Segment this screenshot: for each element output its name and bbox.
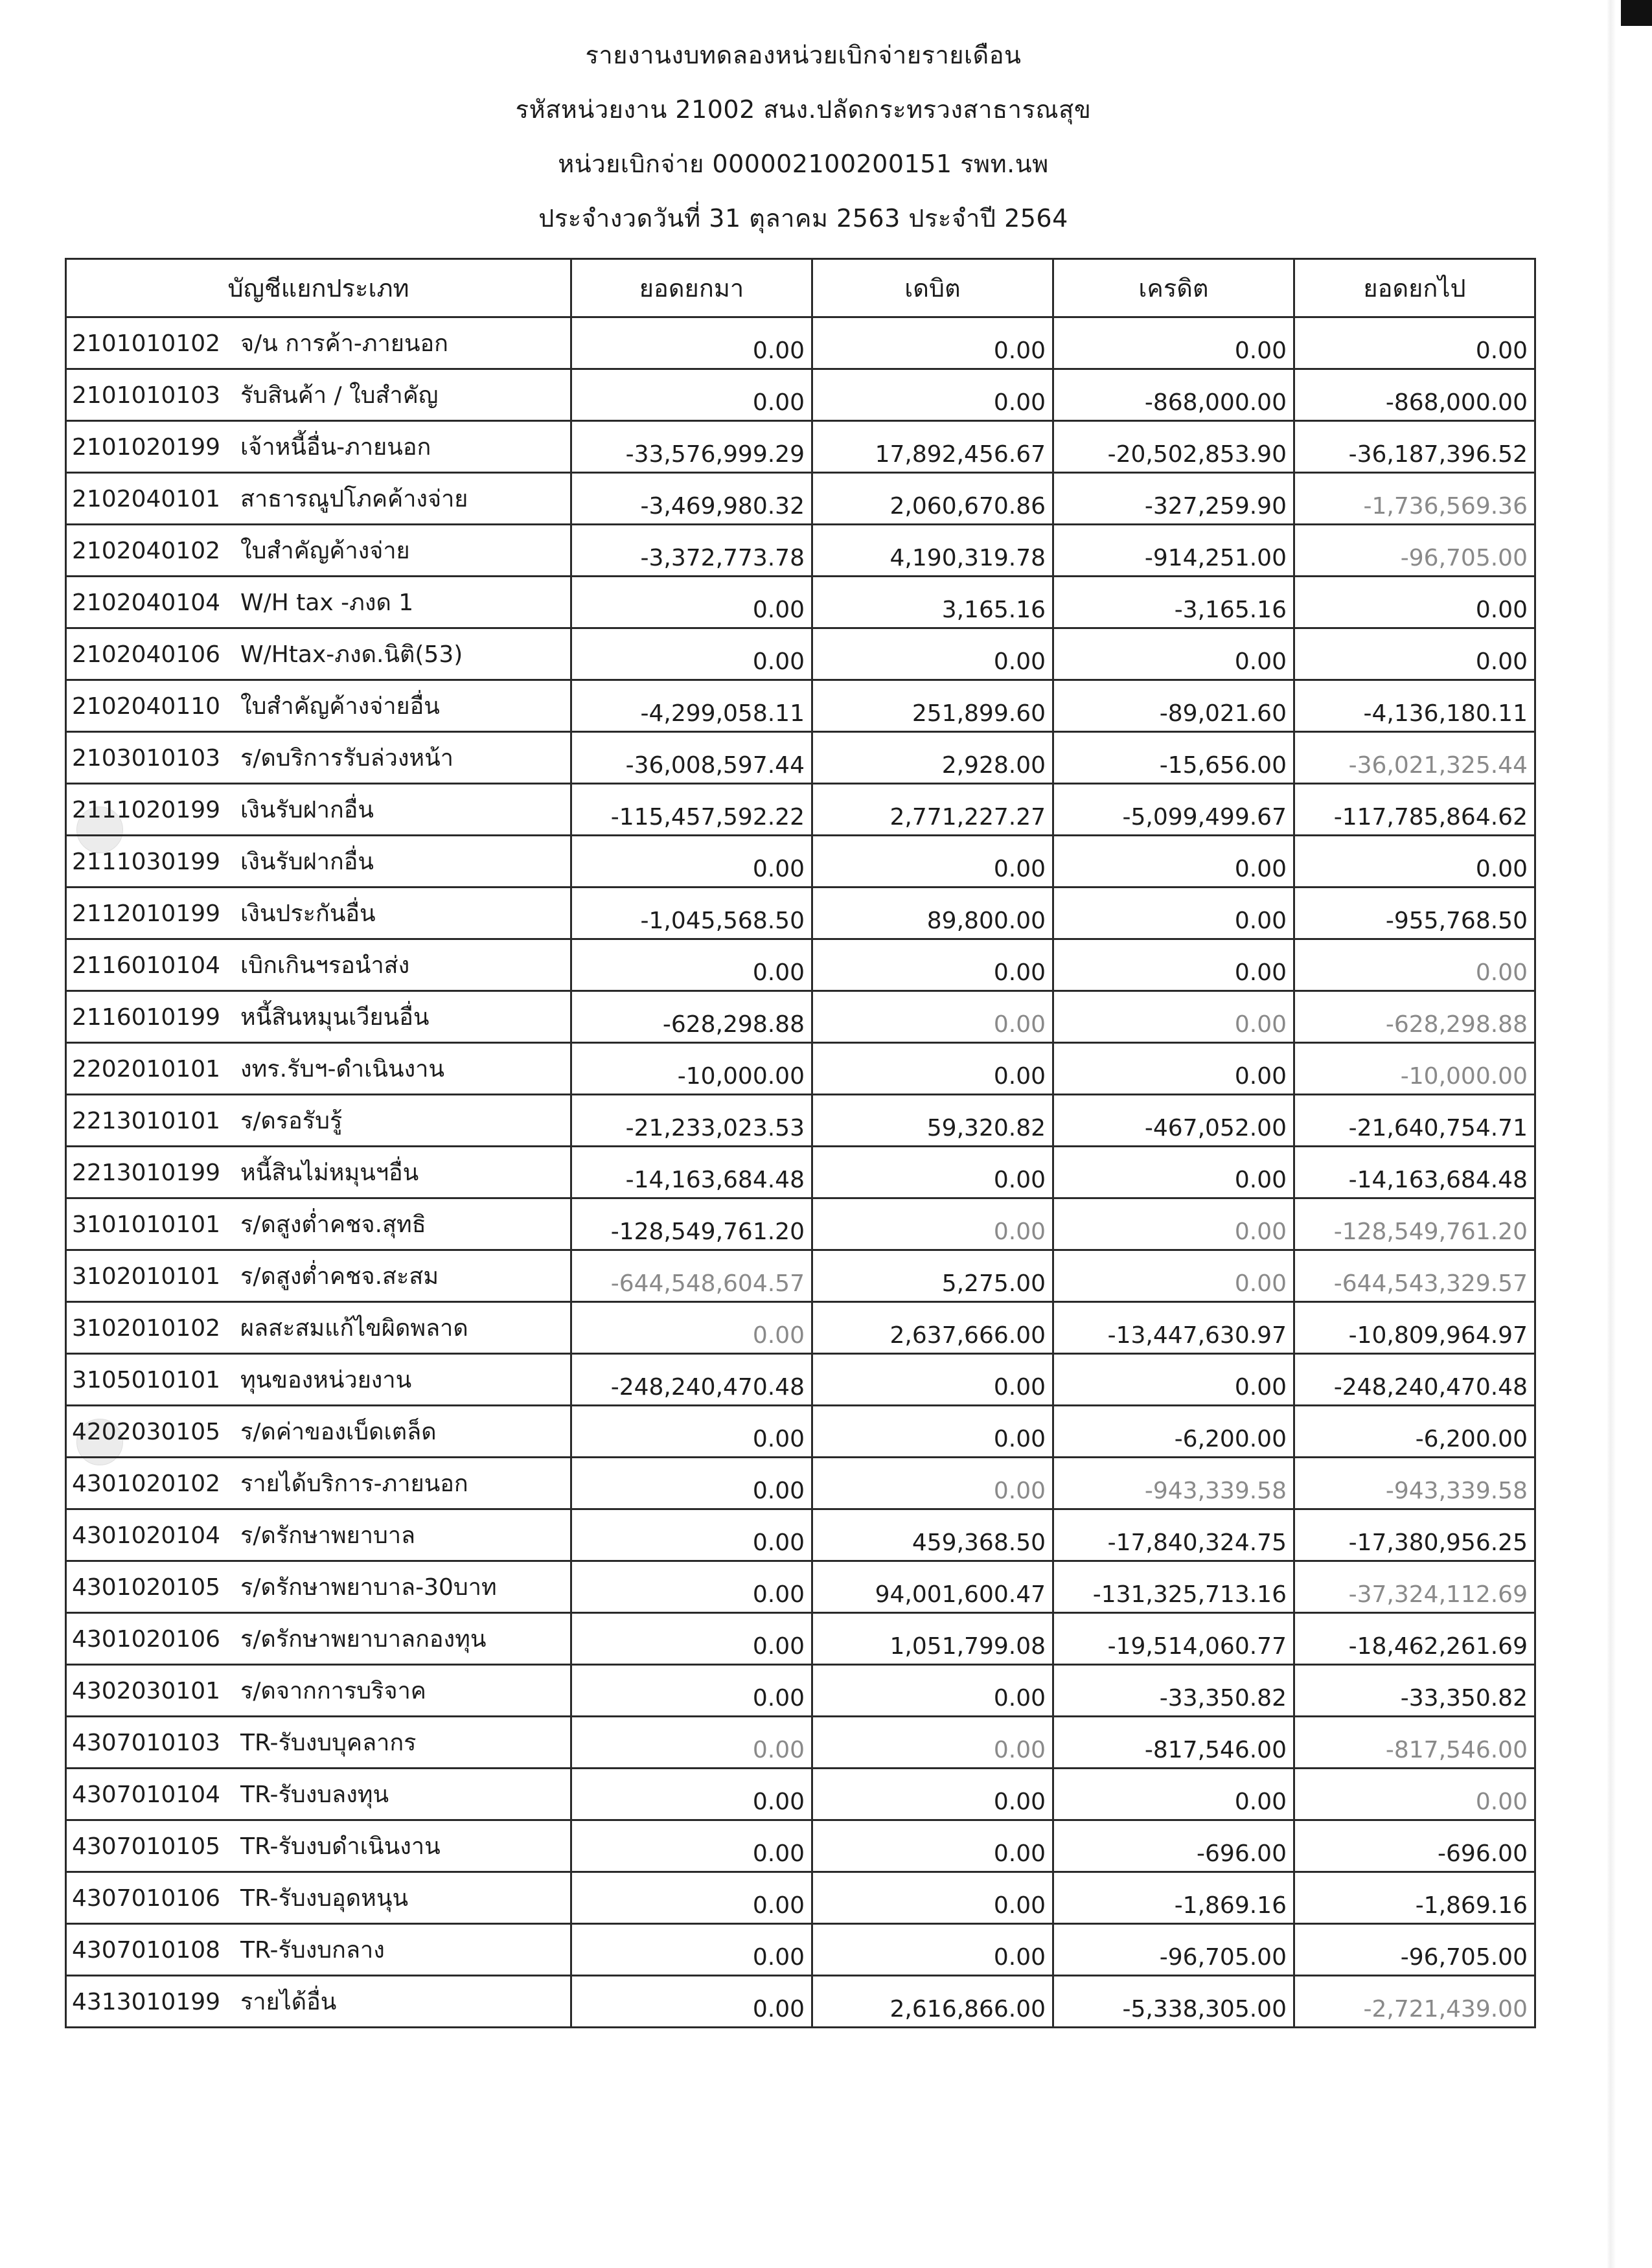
account-name: งทร.รับฯ-ดำเนินงาน [240, 1056, 444, 1082]
table-row [66, 1872, 1535, 1924]
debit-balance-cell: 0.00 [812, 1872, 1053, 1924]
opening-balance-cell: -628,298.88 [571, 991, 812, 1043]
table-row [66, 577, 1535, 628]
account-code: 3102010102 [72, 1315, 221, 1342]
credit-balance-cell: -17,840,324.75 [1053, 1509, 1294, 1561]
opening-balance-cell: 0.00 [571, 1302, 812, 1354]
credit-balance-cell: 0.00 [1053, 1354, 1294, 1406]
credit-balance-cell: -96,705.00 [1053, 1924, 1294, 1976]
table-row [66, 628, 1535, 680]
credit-balance-cell: 0.00 [1053, 991, 1294, 1043]
account-name: TR-รับงบกลาง [240, 1937, 385, 1964]
account-code: 2102040104 [72, 590, 221, 616]
opening-balance-cell: 0.00 [571, 836, 812, 888]
credit-balance-cell: 0.00 [1053, 1198, 1294, 1250]
opening-balance-cell: 0.00 [571, 1613, 812, 1665]
account-name: ร/ดรักษาพยาบาลกองทุน [240, 1626, 487, 1653]
table-row [66, 1250, 1535, 1302]
table-row [66, 1095, 1535, 1147]
credit-balance-cell: -5,099,499.67 [1053, 784, 1294, 836]
period-line: ประจำงวดวันที่ 31 ตุลาคม 2563 ประจำปี 2564 [538, 204, 1068, 233]
account-name: ร/ดบริการรับล่วงหน้า [240, 745, 453, 772]
account-name: TR-รับงบอุดหนุน [240, 1885, 409, 1912]
credit-balance-cell: 0.00 [1053, 317, 1294, 369]
account-code: 2112010199 [72, 900, 221, 927]
account-name: W/Htax-ภงด.นิติ(53) [240, 641, 463, 668]
table-row [66, 732, 1535, 784]
trial-balance-table [65, 258, 1536, 2028]
account-cell [66, 1976, 571, 2028]
account-cell [66, 732, 571, 784]
account-code: 4301020102 [72, 1471, 221, 1497]
closing-balance-cell: -96,705.00 [1294, 1924, 1535, 1976]
account-cell [66, 1458, 571, 1509]
opening-balance-cell: -14,163,684.48 [571, 1147, 812, 1198]
account-cell [66, 1509, 571, 1561]
account-name: สาธารณูปโภคค้างจ่าย [240, 486, 468, 512]
credit-balance-cell: -33,350.82 [1053, 1665, 1294, 1717]
account-code: 4301020105 [72, 1574, 221, 1601]
account-code: 2102040102 [72, 538, 221, 564]
debit-balance-cell: 1,051,799.08 [812, 1613, 1053, 1665]
account-cell [66, 1302, 571, 1354]
debit-balance-cell: 0.00 [812, 939, 1053, 991]
opening-balance-cell: -36,008,597.44 [571, 732, 812, 784]
account-cell [66, 1147, 571, 1198]
account-name: TR-รับงบลงทุน [240, 1781, 389, 1808]
account-cell [66, 939, 571, 991]
agency-line: รหัสหน่วยงาน 21002 สนง.ปลัดกระทรวงสาธารณสุข [515, 95, 1092, 124]
debit-balance-cell: 0.00 [812, 628, 1053, 680]
account-name: หนี้สินหมุนเวียนอื่น [240, 1004, 430, 1031]
credit-balance-cell: -3,165.16 [1053, 577, 1294, 628]
account-code: 2111030199 [72, 849, 221, 875]
closing-balance-cell: -117,785,864.62 [1294, 784, 1535, 836]
account-cell [66, 317, 571, 369]
account-cell [66, 1820, 571, 1872]
debit-balance-cell: 5,275.00 [812, 1250, 1053, 1302]
table-row [66, 888, 1535, 939]
debit-balance-cell: 0.00 [812, 1354, 1053, 1406]
closing-balance-cell: -1,869.16 [1294, 1872, 1535, 1924]
closing-balance-cell: -36,021,325.44 [1294, 732, 1535, 784]
account-name: หนี้สินไม่หมุนฯอื่น [240, 1160, 419, 1186]
account-code: 3102010101 [72, 1263, 221, 1290]
closing-balance-cell: -248,240,470.48 [1294, 1354, 1535, 1406]
debit-balance-cell: 251,899.60 [812, 680, 1053, 732]
account-name: จ/น การค้า-ภายนอก [240, 330, 448, 357]
table-row [66, 1198, 1535, 1250]
credit-balance-cell: -327,259.90 [1053, 473, 1294, 525]
opening-balance-cell: -1,045,568.50 [571, 888, 812, 939]
account-cell [66, 628, 571, 680]
account-code: 2111020199 [72, 797, 221, 823]
opening-balance-cell: -10,000.00 [571, 1043, 812, 1095]
table-row [66, 1406, 1535, 1458]
account-cell [66, 369, 571, 421]
account-cell [66, 1095, 571, 1147]
opening-balance-cell: 0.00 [571, 1406, 812, 1458]
closing-balance-cell: -1,736,569.36 [1294, 473, 1535, 525]
debit-balance-cell: 2,060,670.86 [812, 473, 1053, 525]
account-name: ร/ดสูงต่ำคชจ.สุทธิ [240, 1211, 426, 1238]
opening-balance-cell: 0.00 [571, 1924, 812, 1976]
closing-balance-cell: -17,380,956.25 [1294, 1509, 1535, 1561]
account-cell [66, 1561, 571, 1613]
account-name: เงินรับฝากอื่น [240, 797, 374, 823]
column-header-opening: ยอดยกมา [571, 259, 812, 317]
account-name: ทุนของหน่วยงาน [240, 1367, 412, 1393]
table-row [66, 939, 1535, 991]
closing-balance-cell: -10,000.00 [1294, 1043, 1535, 1095]
account-cell [66, 1198, 571, 1250]
account-name: ใบสำคัญค้างจ่ายอื่น [240, 693, 440, 720]
account-name: เงินรับฝากอื่น [240, 849, 374, 875]
opening-balance-cell: -3,372,773.78 [571, 525, 812, 577]
table-row [66, 1302, 1535, 1354]
account-cell [66, 1250, 571, 1302]
credit-balance-cell: 0.00 [1053, 1147, 1294, 1198]
closing-balance-cell: -4,136,180.11 [1294, 680, 1535, 732]
account-name: รายได้อื่น [240, 1989, 337, 2015]
closing-balance-cell: -696.00 [1294, 1820, 1535, 1872]
opening-balance-cell: 0.00 [571, 1872, 812, 1924]
credit-balance-cell: 0.00 [1053, 1250, 1294, 1302]
opening-balance-cell: 0.00 [571, 1820, 812, 1872]
table-row [66, 421, 1535, 473]
account-cell [66, 1354, 571, 1406]
debit-balance-cell: 0.00 [812, 317, 1053, 369]
account-code: 4307010106 [72, 1885, 221, 1912]
table-row [66, 1820, 1535, 1872]
account-cell [66, 1665, 571, 1717]
opening-balance-cell: 0.00 [571, 1665, 812, 1717]
account-cell [66, 991, 571, 1043]
opening-balance-cell: -248,240,470.48 [571, 1354, 812, 1406]
debit-balance-cell: 0.00 [812, 1820, 1053, 1872]
opening-balance-cell: 0.00 [571, 628, 812, 680]
table-row [66, 1717, 1535, 1769]
closing-balance-cell: 0.00 [1294, 628, 1535, 680]
closing-balance-cell: -10,809,964.97 [1294, 1302, 1535, 1354]
debit-balance-cell: 3,165.16 [812, 577, 1053, 628]
account-name: ผลสะสมแก้ไขผิดพลาด [240, 1315, 468, 1342]
closing-balance-cell: -817,546.00 [1294, 1717, 1535, 1769]
account-code: 2102040106 [72, 641, 221, 668]
table-row [66, 473, 1535, 525]
debit-balance-cell: 0.00 [812, 1198, 1053, 1250]
opening-balance-cell: -33,576,999.29 [571, 421, 812, 473]
opening-balance-cell: 0.00 [571, 1769, 812, 1820]
credit-balance-cell: -6,200.00 [1053, 1406, 1294, 1458]
credit-balance-cell: -5,338,305.00 [1053, 1976, 1294, 2028]
table-row [66, 317, 1535, 369]
account-name: TR-รับงบดำเนินงาน [240, 1833, 441, 1860]
account-cell [66, 1717, 571, 1769]
credit-balance-cell: -817,546.00 [1053, 1717, 1294, 1769]
column-header-debit: เดบิต [812, 259, 1053, 317]
closing-balance-cell: 0.00 [1294, 939, 1535, 991]
account-cell [66, 836, 571, 888]
scanned-page-edge [1607, 0, 1652, 2268]
credit-balance-cell: 0.00 [1053, 628, 1294, 680]
credit-balance-cell: -868,000.00 [1053, 369, 1294, 421]
debit-balance-cell: 89,800.00 [812, 888, 1053, 939]
table-row [66, 1613, 1535, 1665]
account-name: ร/ดค่าของเบ็ดเตล็ด [240, 1419, 437, 1445]
table-row [66, 991, 1535, 1043]
column-header-account: บัญชีแยกประเภท [66, 259, 571, 317]
opening-balance-cell: -21,233,023.53 [571, 1095, 812, 1147]
table-row [66, 525, 1535, 577]
debit-balance-cell: 0.00 [812, 1717, 1053, 1769]
credit-balance-cell: 0.00 [1053, 888, 1294, 939]
debit-balance-cell: 0.00 [812, 991, 1053, 1043]
table-row [66, 369, 1535, 421]
credit-balance-cell: -1,869.16 [1053, 1872, 1294, 1924]
table-row [66, 1509, 1535, 1561]
account-cell [66, 784, 571, 836]
account-code: 3101010101 [72, 1211, 221, 1238]
debit-balance-cell: 0.00 [812, 1924, 1053, 1976]
closing-balance-cell: -96,705.00 [1294, 525, 1535, 577]
table-row [66, 1147, 1535, 1198]
debit-balance-cell: 0.00 [812, 1665, 1053, 1717]
column-header-credit: เครดิต [1053, 259, 1294, 317]
debit-balance-cell: 0.00 [812, 1406, 1053, 1458]
account-cell [66, 473, 571, 525]
opening-balance-cell: -4,299,058.11 [571, 680, 812, 732]
opening-balance-cell: 0.00 [571, 1561, 812, 1613]
debit-balance-cell: 2,616,866.00 [812, 1976, 1053, 2028]
opening-balance-cell: -115,457,592.22 [571, 784, 812, 836]
opening-balance-cell: 0.00 [571, 1509, 812, 1561]
account-code: 4302030101 [72, 1678, 221, 1704]
table-row [66, 680, 1535, 732]
debit-balance-cell: 0.00 [812, 836, 1053, 888]
credit-balance-cell: -19,514,060.77 [1053, 1613, 1294, 1665]
account-cell [66, 680, 571, 732]
debit-balance-cell: 17,892,456.67 [812, 421, 1053, 473]
opening-balance-cell: -3,469,980.32 [571, 473, 812, 525]
table-row [66, 1561, 1535, 1613]
account-cell [66, 421, 571, 473]
account-cell [66, 888, 571, 939]
debit-balance-cell: 459,368.50 [812, 1509, 1053, 1561]
debit-balance-cell: 59,320.82 [812, 1095, 1053, 1147]
report-title: รายงานงบทดลองหน่วยเบิกจ่ายรายเดือน [585, 41, 1022, 69]
account-name: รายได้บริการ-ภายนอก [240, 1471, 468, 1497]
debit-balance-cell: 0.00 [812, 1458, 1053, 1509]
account-cell [66, 1872, 571, 1924]
account-name: เจ้าหนี้อื่น-ภายนอก [240, 434, 431, 461]
table-row [66, 1769, 1535, 1820]
account-code: 2213010199 [72, 1160, 221, 1186]
account-code: 4307010104 [72, 1781, 221, 1808]
credit-balance-cell: -943,339.58 [1053, 1458, 1294, 1509]
account-code: 4307010108 [72, 1937, 221, 1964]
account-cell [66, 1613, 571, 1665]
account-code: 4313010199 [72, 1989, 221, 2015]
account-name: ร/ดรักษาพยาบาล [240, 1522, 416, 1549]
closing-balance-cell: -33,350.82 [1294, 1665, 1535, 1717]
account-name: W/H tax -ภงด 1 [240, 590, 414, 616]
account-name: ร/ดสูงต่ำคชจ.สะสม [240, 1263, 439, 1290]
account-cell [66, 1924, 571, 1976]
credit-balance-cell: 0.00 [1053, 939, 1294, 991]
opening-balance-cell: 0.00 [571, 369, 812, 421]
closing-balance-cell: 0.00 [1294, 577, 1535, 628]
opening-balance-cell: 0.00 [571, 1458, 812, 1509]
debit-balance-cell: 0.00 [812, 1147, 1053, 1198]
debit-balance-cell: 94,001,600.47 [812, 1561, 1053, 1613]
account-code: 2101010102 [72, 330, 221, 357]
account-code: 2213010101 [72, 1108, 221, 1134]
credit-balance-cell: -15,656.00 [1053, 732, 1294, 784]
credit-balance-cell: -914,251.00 [1053, 525, 1294, 577]
closing-balance-cell: -18,462,261.69 [1294, 1613, 1535, 1665]
closing-balance-cell: -628,298.88 [1294, 991, 1535, 1043]
table-row [66, 1354, 1535, 1406]
opening-balance-cell: -644,548,604.57 [571, 1250, 812, 1302]
opening-balance-cell: -128,549,761.20 [571, 1198, 812, 1250]
account-code: 2102040101 [72, 486, 221, 512]
report-header [0, 39, 1607, 257]
account-name: ร/ดรอรับรู้ [240, 1108, 343, 1134]
closing-balance-cell: 0.00 [1294, 836, 1535, 888]
table-header-row [66, 259, 1535, 317]
account-cell [66, 577, 571, 628]
account-cell [66, 1043, 571, 1095]
account-code: 4202030105 [72, 1419, 221, 1445]
opening-balance-cell: 0.00 [571, 939, 812, 991]
debit-balance-cell: 0.00 [812, 1043, 1053, 1095]
account-name: TR-รับงบบุคลากร [240, 1730, 417, 1756]
opening-balance-cell: 0.00 [571, 1717, 812, 1769]
disbursing-unit-line: หน่วยเบิกจ่าย 000002100200151 รพท.นพ [558, 150, 1049, 178]
closing-balance-cell: -943,339.58 [1294, 1458, 1535, 1509]
closing-balance-cell: -14,163,684.48 [1294, 1147, 1535, 1198]
table-row [66, 1458, 1535, 1509]
account-code: 4301020106 [72, 1626, 221, 1653]
table-row [66, 1043, 1535, 1095]
debit-balance-cell: 2,771,227.27 [812, 784, 1053, 836]
account-cell [66, 525, 571, 577]
opening-balance-cell: 0.00 [571, 1976, 812, 2028]
account-name: ใบสำคัญค้างจ่าย [240, 538, 410, 564]
account-code: 2102040110 [72, 693, 221, 720]
account-code: 3105010101 [72, 1367, 221, 1393]
closing-balance-cell: -36,187,396.52 [1294, 421, 1535, 473]
table-row [66, 836, 1535, 888]
account-cell [66, 1769, 571, 1820]
account-name: เบิกเกินฯรอนำส่ง [240, 952, 410, 979]
closing-balance-cell: 0.00 [1294, 1769, 1535, 1820]
debit-balance-cell: 0.00 [812, 369, 1053, 421]
credit-balance-cell: 0.00 [1053, 836, 1294, 888]
closing-balance-cell: -6,200.00 [1294, 1406, 1535, 1458]
account-code: 2202010101 [72, 1056, 221, 1082]
account-code: 4307010103 [72, 1730, 221, 1756]
closing-balance-cell: -644,543,329.57 [1294, 1250, 1535, 1302]
closing-balance-cell: -37,324,112.69 [1294, 1561, 1535, 1613]
table-body [66, 317, 1535, 2028]
debit-balance-cell: 2,637,666.00 [812, 1302, 1053, 1354]
account-name: รับสินค้า / ใบสำคัญ [240, 382, 439, 409]
closing-balance-cell: -868,000.00 [1294, 369, 1535, 421]
account-code: 4307010105 [72, 1833, 221, 1860]
credit-balance-cell: 0.00 [1053, 1769, 1294, 1820]
opening-balance-cell: 0.00 [571, 317, 812, 369]
account-code: 2103010103 [72, 745, 221, 772]
credit-balance-cell: -20,502,853.90 [1053, 421, 1294, 473]
table-row [66, 1976, 1535, 2028]
table-row [66, 1665, 1535, 1717]
table-row [66, 1924, 1535, 1976]
credit-balance-cell: -131,325,713.16 [1053, 1561, 1294, 1613]
account-code: 2101020199 [72, 434, 221, 461]
credit-balance-cell: -89,021.60 [1053, 680, 1294, 732]
credit-balance-cell: -13,447,630.97 [1053, 1302, 1294, 1354]
account-code: 2101010103 [72, 382, 221, 409]
closing-balance-cell: -21,640,754.71 [1294, 1095, 1535, 1147]
account-name: ร/ดจากการบริจาค [240, 1678, 426, 1704]
column-header-closing: ยอดยกไป [1294, 259, 1535, 317]
closing-balance-cell: -128,549,761.20 [1294, 1198, 1535, 1250]
account-code: 2116010199 [72, 1004, 221, 1031]
closing-balance-cell: -2,721,439.00 [1294, 1976, 1535, 2028]
account-code: 4301020104 [72, 1522, 221, 1549]
closing-balance-cell: -955,768.50 [1294, 888, 1535, 939]
debit-balance-cell: 2,928.00 [812, 732, 1053, 784]
account-code: 2116010104 [72, 952, 221, 979]
debit-balance-cell: 4,190,319.78 [812, 525, 1053, 577]
account-cell [66, 1406, 571, 1458]
account-name: ร/ดรักษาพยาบาล-30บาท [240, 1574, 497, 1601]
closing-balance-cell: 0.00 [1294, 317, 1535, 369]
credit-balance-cell: 0.00 [1053, 1043, 1294, 1095]
debit-balance-cell: 0.00 [812, 1769, 1053, 1820]
account-name: เงินประกันอื่น [240, 900, 376, 927]
scan-dark-corner [1621, 0, 1652, 26]
table-row [66, 784, 1535, 836]
credit-balance-cell: -696.00 [1053, 1820, 1294, 1872]
opening-balance-cell: 0.00 [571, 577, 812, 628]
credit-balance-cell: -467,052.00 [1053, 1095, 1294, 1147]
